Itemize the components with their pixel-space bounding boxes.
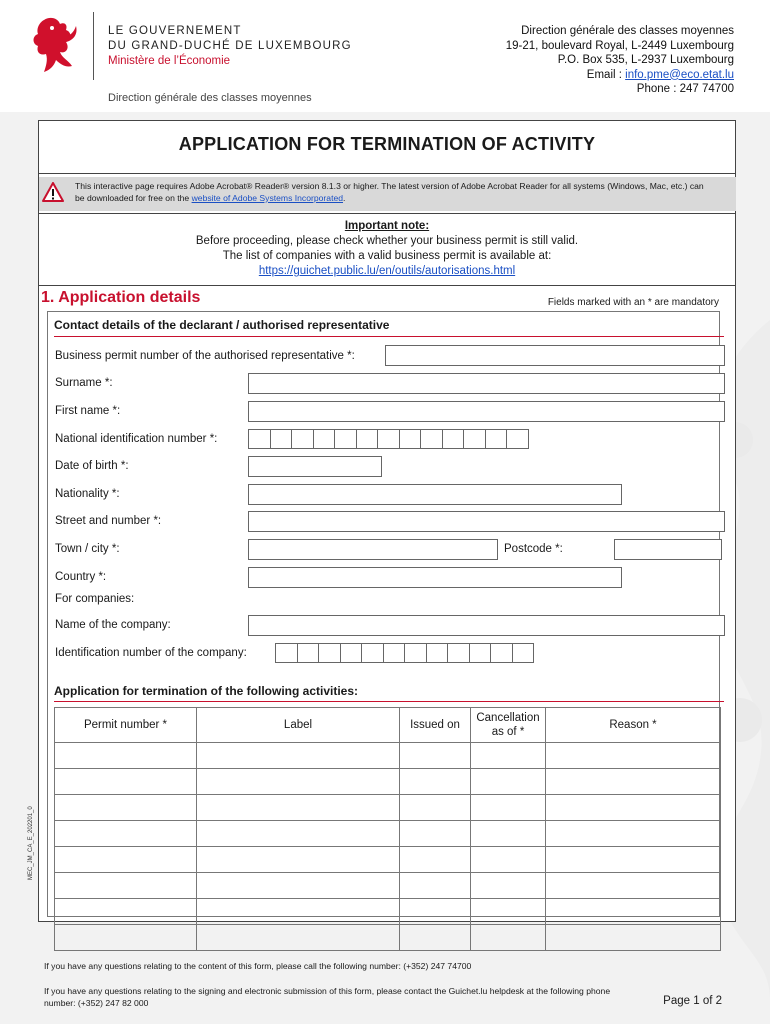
acrobat-note-end: . — [343, 193, 346, 203]
national-id-label: National identification number *: — [55, 433, 218, 445]
email-label: Email : — [586, 68, 626, 81]
national-id-digit[interactable] — [377, 429, 400, 449]
country-label: Country *: — [55, 571, 107, 583]
company-name-input[interactable] — [248, 615, 725, 636]
country-input[interactable] — [248, 567, 622, 588]
table-cell[interactable] — [471, 847, 546, 873]
national-id-digit[interactable] — [420, 429, 443, 449]
company-id-label: Identification number of the company: — [55, 647, 247, 659]
adobe-website-link[interactable]: website of Adobe Systems Incorporated — [191, 193, 344, 203]
autorisations-link[interactable]: https://guichet.public.lu/en/outils/autorisations.html — [258, 265, 516, 277]
table-row — [55, 821, 721, 847]
activities-body — [55, 743, 721, 951]
table-cell[interactable] — [400, 847, 471, 873]
page-number: Page 1 of 2 — [663, 995, 722, 1007]
table-row — [55, 769, 721, 795]
table-cell[interactable] — [55, 795, 197, 821]
contact-details-rule — [54, 336, 724, 337]
table-cell[interactable] — [546, 847, 721, 873]
table-cell[interactable] — [55, 873, 197, 899]
street-input[interactable] — [248, 511, 725, 532]
warning-icon — [42, 182, 64, 202]
table-cell[interactable] — [55, 821, 197, 847]
table-cell[interactable] — [471, 873, 546, 899]
table-cell[interactable] — [197, 899, 400, 925]
dob-label: Date of birth *: — [55, 460, 129, 472]
table-cell[interactable] — [471, 743, 546, 769]
page-header — [0, 0, 770, 112]
surname-label: Surname *: — [55, 377, 113, 389]
nationality-label: Nationality *: — [55, 488, 120, 500]
footer-guichet-contact: If you have any questions relating to the signing and electronic submission of this form, please contact the Guichet.lu helpdesk at the following phone number: (+352) 247 82 000 — [44, 986, 611, 1008]
table-cell[interactable] — [55, 899, 197, 925]
company-id-digit[interactable] — [361, 643, 384, 663]
table-row — [55, 743, 721, 769]
form-title: APPLICATION FOR TERMINATION OF ACTIVITY — [178, 134, 596, 154]
company-id-digit[interactable] — [426, 643, 449, 663]
table-cell[interactable] — [197, 795, 400, 821]
company-id-digit[interactable] — [447, 643, 470, 663]
company-id-digit[interactable] — [490, 643, 513, 663]
first-name-input[interactable] — [248, 401, 725, 422]
town-input[interactable] — [248, 539, 498, 560]
company-id-comb-field[interactable] — [275, 643, 533, 663]
column-header-issued-on: Issued on — [400, 708, 471, 743]
activities-rule — [54, 701, 724, 702]
address-line2: 19-21, boulevard Royal, L-2449 Luxembourg — [505, 39, 734, 52]
acrobat-divider — [39, 213, 735, 214]
table-cell[interactable] — [471, 899, 546, 925]
table-cell[interactable] — [197, 925, 400, 951]
national-id-digit[interactable] — [313, 429, 336, 449]
dob-input[interactable] — [248, 456, 382, 477]
footer-content-contact: If you have any questions relating to the content of this form, please call the following number: (+352) 247 74700 — [44, 961, 472, 971]
section-title: 1. Application details — [41, 289, 201, 306]
postcode-label: Postcode *: — [504, 543, 563, 555]
surname-input[interactable] — [248, 373, 725, 394]
activities-table — [54, 707, 721, 951]
company-id-digit[interactable] — [340, 643, 363, 663]
column-header-label: Label — [197, 708, 400, 743]
national-id-digit[interactable] — [291, 429, 314, 449]
table-cell[interactable] — [546, 769, 721, 795]
street-label: Street and number *: — [55, 515, 162, 527]
important-note-line1: Before proceeding, please check whether your business permit is still valid. — [195, 235, 579, 247]
table-cell[interactable] — [400, 821, 471, 847]
address-block — [506, 24, 734, 97]
important-note — [39, 219, 735, 279]
form-code: MEC_JM_CA_E_202201_0 — [28, 806, 34, 880]
permit-number-label: Business permit number of the authorised representative *: — [55, 350, 355, 362]
table-cell[interactable] — [400, 743, 471, 769]
address-line3: P.O. Box 535, L-2937 Luxembourg — [557, 54, 734, 66]
government-name-line2: DU GRAND-DUCHÉ DE LUXEMBOURG — [108, 40, 352, 52]
company-id-digit[interactable] — [469, 643, 492, 663]
table-cell[interactable] — [197, 743, 400, 769]
column-header-permit-number: Permit number * — [55, 708, 197, 743]
activities-header-row — [55, 708, 721, 743]
table-cell[interactable] — [55, 743, 197, 769]
address-email-line — [506, 68, 734, 83]
national-id-digit[interactable] — [399, 429, 422, 449]
national-id-digit[interactable] — [270, 429, 293, 449]
table-row — [55, 795, 721, 821]
table-cell[interactable] — [400, 925, 471, 951]
national-id-digit[interactable] — [442, 429, 465, 449]
department-name: Direction générale des classes moyennes — [108, 92, 312, 104]
application-details-box — [47, 311, 720, 917]
company-id-digit[interactable] — [512, 643, 535, 663]
contact-details-title: Contact details of the declarant / authorised representative — [54, 318, 390, 332]
company-id-digit[interactable] — [318, 643, 341, 663]
column-header-cancellation: Cancellation as of * — [471, 708, 546, 743]
for-companies-label: For companies: — [55, 593, 135, 605]
national-id-digit[interactable] — [248, 429, 271, 449]
table-cell[interactable] — [546, 899, 721, 925]
mandatory-note: Fields marked with an * are mandatory — [547, 297, 719, 308]
nationality-input[interactable] — [248, 484, 622, 505]
important-note-line2: The list of companies with a valid business permit is available at: — [222, 250, 552, 262]
ministry-name: Ministère de l’Économie — [108, 55, 231, 67]
national-id-digit[interactable] — [334, 429, 357, 449]
national-id-digit[interactable] — [463, 429, 486, 449]
column-header-reason: Reason * — [546, 708, 721, 743]
table-cell[interactable] — [197, 847, 400, 873]
table-cell[interactable] — [55, 847, 197, 873]
address-line1: Direction générale des classes moyennes — [521, 25, 734, 37]
address-phone: Phone : 247 74700 — [636, 83, 734, 95]
table-cell[interactable] — [546, 925, 721, 951]
table-cell[interactable] — [471, 821, 546, 847]
government-name-line1: LE GOUVERNEMENT — [108, 25, 242, 37]
acrobat-note-text — [75, 180, 715, 204]
table-row — [55, 847, 721, 873]
company-name-label: Name of the company: — [55, 619, 171, 631]
town-label: Town / city *: — [55, 543, 120, 555]
luxembourg-lion-logo — [30, 14, 80, 74]
postcode-input[interactable] — [614, 539, 722, 560]
table-cell[interactable] — [546, 873, 721, 899]
company-id-digit[interactable] — [404, 643, 427, 663]
table-cell[interactable] — [400, 873, 471, 899]
table-cell[interactable] — [197, 873, 400, 899]
company-id-digit[interactable] — [383, 643, 406, 663]
table-cell[interactable] — [55, 769, 197, 795]
table-row — [55, 873, 721, 899]
important-note-heading: Important note: — [344, 220, 430, 232]
title-divider — [39, 173, 735, 174]
table-cell[interactable] — [400, 769, 471, 795]
header-divider — [93, 12, 94, 80]
table-row — [55, 925, 721, 951]
table-cell[interactable] — [400, 795, 471, 821]
table-cell[interactable] — [546, 821, 721, 847]
table-cell[interactable] — [197, 821, 400, 847]
table-cell[interactable] — [546, 795, 721, 821]
acrobat-note-body: This interactive page requires Adobe Acrobat® Reader® version 8.1.3 or higher. The latest version of Adobe Acrobat Reader for all systems (Windows, Mac, etc.) can be downloaded for free on the — [75, 181, 704, 203]
activities-title: Application for termination of the following activities: — [54, 684, 359, 698]
national-id-comb-field[interactable] — [248, 429, 528, 449]
table-cell[interactable] — [400, 899, 471, 925]
national-id-digit[interactable] — [356, 429, 379, 449]
table-cell[interactable] — [471, 925, 546, 951]
important-divider — [39, 285, 735, 286]
form-main-box — [38, 120, 736, 922]
table-cell[interactable] — [197, 769, 400, 795]
table-row — [55, 899, 721, 925]
permit-number-input[interactable] — [385, 345, 725, 366]
company-id-digit[interactable] — [275, 643, 298, 663]
national-id-digit[interactable] — [506, 429, 529, 449]
national-id-digit[interactable] — [485, 429, 508, 449]
company-id-digit[interactable] — [297, 643, 320, 663]
email-link[interactable]: info.pme@eco.etat.lu — [625, 68, 734, 81]
table-cell[interactable] — [55, 925, 197, 951]
table-cell[interactable] — [471, 795, 546, 821]
acrobat-note — [39, 177, 736, 211]
table-cell[interactable] — [546, 743, 721, 769]
first-name-label: First name *: — [55, 405, 121, 417]
table-cell[interactable] — [471, 769, 546, 795]
